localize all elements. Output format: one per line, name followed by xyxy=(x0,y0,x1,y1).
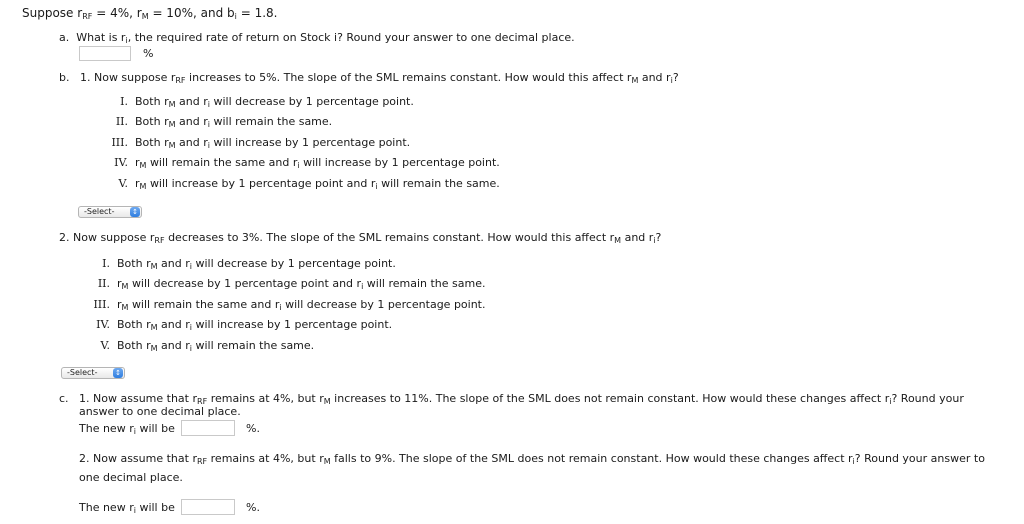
question-c1-line2: answer to one decimal place. xyxy=(79,405,241,418)
b1-option-5: V. $r_M$ will increase by 1 percentage point and $r_i$ will remain the same. xyxy=(118,177,500,191)
b1-option-1: I. Both $r_M$ and $r_i$ will decrease by 1 percentage point. xyxy=(120,95,414,109)
answer-a-unit: % xyxy=(143,47,154,60)
c1-new-ri-label: The new $r_i$ will be xyxy=(79,422,175,436)
question-c1: c. 1. Now assume that $r_{RF}$ remains at 4%, but $r_M$ increases to 11%. The slope of the SML does not remain constant. How would these changes affect $r_i$? Round your xyxy=(59,392,964,406)
answer-c2-input[interactable] xyxy=(181,499,235,515)
select-arrows-icon: ↕ xyxy=(130,207,140,217)
question-b2: 2. Now suppose $r_{RF}$ decreases to 3%. The slope of the SML remains constant. How would this affect $r_M$ and $r_i$? xyxy=(59,231,662,245)
question-a: a. What is $r_i$, the required rate of return on Stock i? Round your answer to one decimal place. xyxy=(59,31,575,45)
question-c2: 2. Now assume that $r_{RF}$ remains at 4%, but $r_M$ falls to 9%. The slope of the SML does not remain constant. How would these changes affect $r_i$? Round your answer to xyxy=(79,452,985,466)
answer-c2-unit: %. xyxy=(246,501,260,514)
question-c2-line2: one decimal place. xyxy=(79,471,183,484)
b1-option-2: II. Both $r_M$ and $r_i$ will remain the same. xyxy=(115,115,333,129)
b1-option-4: IV. $r_M$ will remain the same and $r_i$ will increase by 1 percentage point. xyxy=(114,156,500,170)
intro-line: Suppose $r_{RF} = 4\%$, $r_M = 10\%$, and $b_i = 1.8$. xyxy=(22,6,278,21)
b1-select[interactable]: -Select- ↕ xyxy=(78,206,142,218)
b2-select[interactable]: -Select- ↕ xyxy=(61,367,125,379)
question-b1: b. 1. Now suppose $r_{RF}$ increases to 5%. The slope of the SML remains constant. How would this affect $r_M$ and $r_i$? xyxy=(59,71,679,85)
c2-new-ri-label: The new $r_i$ will be xyxy=(79,501,175,515)
b2-option-2: II. $r_M$ will decrease by 1 percentage point and $r_i$ will remain the same. xyxy=(97,277,486,291)
answer-c1-unit: %. xyxy=(246,422,260,435)
b1-option-3: III. Both $r_M$ and $r_i$ will increase by 1 percentage point. xyxy=(111,136,411,150)
select-arrows-icon: ↕ xyxy=(113,368,123,378)
b2-option-1: I. Both $r_M$ and $r_i$ will decrease by 1 percentage point. xyxy=(102,257,396,271)
answer-a-input[interactable] xyxy=(79,46,131,61)
b2-option-3: III. $r_M$ will remain the same and $r_i$ will decrease by 1 percentage point. xyxy=(93,298,486,312)
b2-option-4: IV. Both $r_M$ and $r_i$ will increase by 1 percentage point. xyxy=(96,318,393,332)
b2-option-5: V. Both $r_M$ and $r_i$ will remain the same. xyxy=(100,339,315,353)
answer-c1-input[interactable] xyxy=(181,420,235,436)
